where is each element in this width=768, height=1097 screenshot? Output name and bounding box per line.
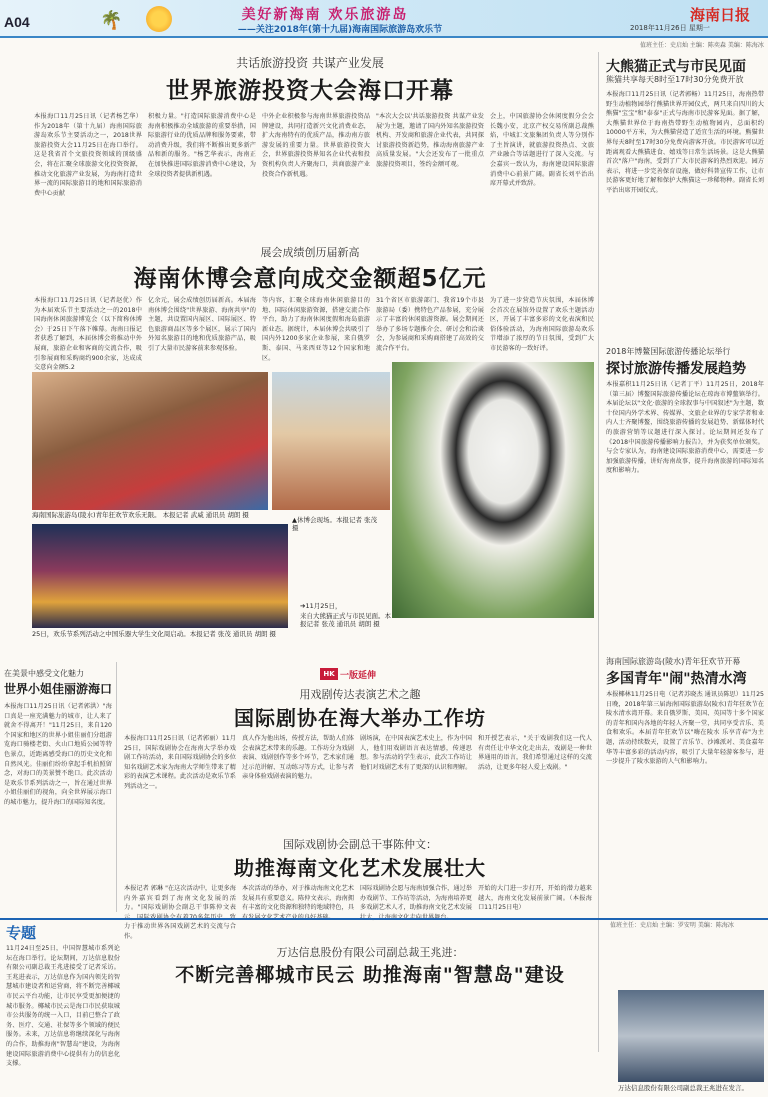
header-subslogan: ——关注2018年(第十九届)海南国际旅游岛欢乐节 xyxy=(237,25,443,35)
article-column: 国际戏剧协会愿与海南加强合作，通过举办戏剧节、工作坊等活动，为海南培养更多戏剧艺术人才，助推海南文化艺术发展 xyxy=(360,885,472,912)
article-headline: 世界旅游投资大会海口开幕 xyxy=(166,78,454,104)
sun-icon xyxy=(146,6,172,32)
article-kicker: 国际戏剧协会副总干事陈仲文： xyxy=(283,838,437,851)
article-column: 本次活动的举办，对于推动海南文化艺术发展具有重要意义。陈仲文表示，海南拥有丰富的文化资源和独特的地域特色，具 xyxy=(242,885,354,912)
sidebar-headline: 多国青年"闹"热清水湾 xyxy=(606,671,747,687)
article-column: 开始的大门进一步打开，开始的潜力越来越大，海南文化发展前景广阔。（本报海口11月25日电） xyxy=(478,885,592,912)
article-column: 本报海口11月25日讯（记者郭丽）11月25日，国际戏剧协会在海南大学举办戏剧工作坊活动，来自国际戏剧协会的多位知名戏剧艺术家为海南大学师生带来了精彩的表演艺术课程。此次活动是欢乐节系列活动之一。 xyxy=(124,735,236,790)
article-headline: 海南休博会意向成交金额超5亿元 xyxy=(133,266,487,292)
editor-credits: 值班主任：史启灿 主编：罗安明 美编：陈海冰 xyxy=(610,922,734,929)
article-column: 亿余元，展会成绩创历届新高。本届海南休博会围绕"世界旅游、海南共享"的主题，共设置国内展区、国际展区、特色旅游商品区等多个展区，展示了国内外知名旅游目的地和优质旅游产品，吸引了大量市民游客前来参观体验。 xyxy=(148,297,256,352)
article-column: 本报海口11月25日讯（记者赵优）作为本届欢乐节主要活动之一的2018中国海南休闲旅游博览会（以下简称休博会）于25日下午落下帷幕。海南日报记者获悉了解到，本届休博会将推动中外展商，旅游企业和客商的交流合作，吸引参展商和采购商约900余家，达成成交意向金额5.2 xyxy=(34,297,142,372)
photo-caption-date: ➔11月25日， xyxy=(300,602,342,610)
sidebar-headline: 探讨旅游传播发展趋势 xyxy=(606,361,746,377)
article-column: 11月24日至25日，中国智慧城市系列论坛在海口举行。论坛期间，万达信息股份有限公司副总裁王兆进接受了记者采访。王兆进表示，万达信息作为国内领先的智慧城市建设者和运营商，将不断完善椰城市民云平台功能，让市民享受更加便捷的城市服务。椰城市民云是海口市民获取城市公共服务的统一入口，目前已整合了政务、医疗、交通、社保等多个领域的便民服务。未来，万达信息将继续深化与海南的合作，助推海南"智慧岛"建设，为海南建设国际旅游消费中心提供有力的信息化支撑。 xyxy=(6,945,120,1068)
page-number: A04 xyxy=(4,14,30,30)
newspaper-logo: 海南日报 xyxy=(690,6,751,24)
section-tag-badge: HK xyxy=(320,668,338,680)
article-kicker: 用戏剧传达表演艺术之趣 xyxy=(299,688,421,701)
sidebar-body: 本报海口11月25日讯（记者郭畅）11月25日，海南热带野生动植物园举行熊猫世界开园仪式，两只来自四川的大熊猫"宝宝"和"泰泰"正式与海南市民游客见面。据了解，大熊猫世界位于海南热带野生动植物园内，总面积约10000平方米，为大熊猫营造了适宜生活的环境。熊猫世界每天8时至17时30分免费向游客开放。市民游客可以近距离观看大熊猫进食、嬉戏等日常生活场景。这是大熊猫首次"落户"海南，受到了广大市民游客的热烈欢迎。园方表示，将进一步完善保育设施，做好科普宣传工作，让市民游客更好地了解和保护大熊猫这一珍稀物种。副省长刘平治出席开园仪式。 xyxy=(606,91,764,194)
article-kicker: 共话旅游投资 共谋产业发展 xyxy=(236,56,384,70)
sidebar-body: 本报嘉积11月25日讯（记者丁平）11月25日，2018年（第三届）博鳌国际旅游传播论坛在琼海市博鳌镇举行。本届论坛以"文化·旅游的全球叙事与中国叙述"为主题，数十位国内外学术界、传媒界、文旅企业界的专家学者和业内人士齐聚博鳌，围绕旅游传播的发展趋势、新媒体时代的旅游营销等议题进行深入探讨。论坛期间还发布了《2018中国旅游传播影响力报告》，并为获奖单位颁奖。与会专家认为，海南建设国际旅游消费中心，需要进一步加强旅游传播，讲好海南故事，提升海南旅游的国际知名度和影响力。 xyxy=(606,381,764,475)
photo-caption: 来自大熊猫正式与市民见面。本报记者 张茂 通讯员 胡朗 摄 xyxy=(300,612,391,628)
article-column: 和开授艺表示，"关于戏剧我们这一代人有责任让中华文化走出去，戏剧是一种世界通用的语言，我们希望通过这样的交流活动，让更多年轻人爱上戏剧。" xyxy=(478,735,592,771)
section-tag-label: 一版延伸 xyxy=(340,671,377,681)
article-column: 真人作为他出场，传授方法，帮助人们体会表演艺术带来的乐趣。工作坊分为戏剧表演、戏剧创作等多个环节，艺术家们通过示范讲解、互动练习等方式，让参与者亲身体验戏剧表演的魅力。 xyxy=(242,735,354,781)
sidebar-kicker: 熊猫共享每天8时至17时30分免费开放 xyxy=(606,75,744,84)
article-column: 会上，中国旅游协会休闲度假分会会长魏小安，北京产权交易所副总裁熊焰，中城汇文旅集团负责人等分别作了主旨演讲，就旅游投资热点、文旅产业融合等话题进行了深入交流。与会嘉宾一致认为，海南建设国际旅游消费中心前景广阔。副省长刘平治出席开幕式并致辞。 xyxy=(490,113,594,188)
article-column: 积极力量。"打造国际旅游消费中心是海南积极推动全域旅游的重要举措，国际旅游行业的优质品牌和服务要素，带动消费升级，我们将不断推出更多新产品和新的服务。"杨艺华表示，海南正在加快推进国际旅游消费中心建设，为全球投资者提供新机遇。 xyxy=(148,113,256,178)
article-column: 本报海口11月25日讯（记者杨艺华）作为2018年（第十九届）海南国际旅游岛欢乐节主要活动之一，2018世界旅游投资大会11月25日在海口举行。这是我省首个文旅投资领域的顶级盛会，将在汇聚全球旅游文化投资资源，推动文化旅游产业发展，为海南打造世界一流的国际旅游目的地和国际旅游消费中心贡献 xyxy=(34,113,142,197)
article-column: 等内容，汇聚全球海南休闲旅游目的地、国际休闲旅游资源，搭建交流合作平台，助力了海南休闲度假和海岛旅游新业态。据统计，本届休博会共吸引了国内外1200多家企业参展，来自俄罗斯、泰国、马来西亚等12个国家和地区。 xyxy=(262,297,370,362)
expo-crowd-photo xyxy=(272,372,390,510)
article-column: 本报记者 郭琳 "在这次活动中，让更多海内外嘉宾看到了海南文化发展的活力。"国际戏剧协会副总干事陈仲文表 力于推动世界各国戏剧艺术的交流与合作。 xyxy=(124,885,236,940)
photo-caption: ▲休博会现场。本报记者 张茂 摄 xyxy=(292,516,378,532)
article-kicker: 万达信息股份有限公司副总裁王兆进： xyxy=(276,946,464,959)
brief-kicker: 在美景中感受文化魅力 xyxy=(4,669,84,678)
panda-photo xyxy=(392,362,594,618)
photo-caption: 万达信息股份有限公司副总裁王兆进在发言。 xyxy=(618,1084,748,1092)
sidebar-headline: 大熊猫正式与市民见面 xyxy=(606,59,746,75)
palm-tree-icon: 🌴 xyxy=(100,10,123,31)
column-divider xyxy=(116,662,117,912)
section-label: 专题 xyxy=(6,924,37,942)
column-divider xyxy=(598,52,599,1052)
article-column: 中外企业积极参与海南世界旅游投资品牌建设，共同打造新兴文化消费业态，扩大海南特有的优质产品，推动南方旅游发展的重要力量。世界旅游投资大会，世界旅游投资界知名企业代表和投资机构负责人齐聚海口，共商旅游产业投资合作新机遇。 xyxy=(262,113,370,178)
article-kicker: 展会成绩创历届新高 xyxy=(260,246,360,259)
sidebar-kicker: 海南国际旅游岛(陵水)青年狂欢节开幕 xyxy=(606,657,741,666)
photo-caption: 海南国际旅游岛(陵水)青年狂欢节欢乐无限。 本报记者 武威 通讯员 胡朗 摄 xyxy=(32,511,249,519)
speaker-photo xyxy=(618,990,764,1082)
editor-credits: 值班主任：史启灿 主编：陈奕森 美编：陈海冰 xyxy=(640,42,764,49)
brief-body: 本报海口11月25日讯（记者郭洪）"海口真是一座充满魅力的城市，让人来了就舍不得离开！"11月25日，来自120个国家和地区的世界小姐佳丽们分组游览海口骑楼老街、火山口地质公园等特色景点，近距离感受海口的历史文化和自然风光。佳丽们纷纷拿起手机拍照留念，对海口的美景赞不绝口。此次活动是欢乐节系列活动之一，旨在通过世界小姐佳丽们的视角，向全世界展示海口的城市魅力，提升海口的国际知名度。 xyxy=(4,703,112,806)
article-headline: 国际剧协在海大举办工作坊 xyxy=(234,706,486,730)
sidebar-body: 本报椰林11月25日电（记者苏晓杰 通讯员陈思）11月25日晚，2018年第三届海南国际旅游岛(陵水)青年狂欢节在陵水清水湾开幕。来自俄罗斯、美国、英国等十多个国家的青年和国内各地的年轻人齐聚一堂，共同享受音乐、美食和欢乐。本届青年狂欢节以"嗨在陵水 乐享青春"为主题，活动持续数天，设置了音乐节、沙滩派对、美食嘉年华等丰富多彩的活动内容，吸引了大量年轻游客参与，进一步提升了陵水旅游的人气和影响力。 xyxy=(606,691,764,766)
issue-date: 2018年11月26日 星期一 xyxy=(630,24,710,32)
dance-photo xyxy=(32,372,268,510)
article-column: 31个省区市旅游部门、我省19个市县旅游局（委）携特色产品参展，充分展示了丰富的休闲旅游资源。展会期间还举办了多场专题推介会、研讨会和洽谈会，为参展商和采购商搭建了高效的交流合作平台。 xyxy=(376,297,484,352)
stage-performance-photo xyxy=(32,524,288,628)
article-headline: 不断完善椰城市民云 助推海南"智慧岛"建设 xyxy=(175,964,565,986)
header-slogan: 美好新海南 欢乐旅游岛 xyxy=(241,7,409,23)
sidebar-kicker: 2018年博鳌国际旅游传播论坛举行 xyxy=(606,347,731,356)
article-column: 剧场演，在中国表演艺术史上，作为中国人，他们用戏剧语言表达情感，传递思想。参与活动的学生表示，此次工作坊让他们对戏剧艺术有了更深的认识和理解。 xyxy=(360,735,472,771)
article-column: 为了进一步营造节庆氛围，本届休博会首次在展馆外设置了欢乐主题活动区，开展了丰富多彩的文化表演和民俗体验活动，为海南国际旅游岛欢乐节增添了浓厚的节日氛围，受到广大市民游客的一致好评。 xyxy=(490,297,594,352)
brief-headline: 世界小姐佳丽游海口 xyxy=(4,682,113,696)
article-headline: 助推海南文化艺术发展壮大 xyxy=(234,856,486,880)
article-column: "本次大会以'共话旅游投资 共谋产业发展'为主题，邀请了国内外知名旅游投资机构、开发商和旅游企业代表，共同探讨旅游投资新趋势，推动海南旅游产业高质量发展。"大会还发布了一批重点旅游投资项目，签约金额可观。 xyxy=(376,113,484,168)
photo-caption: 25日，欢乐节系列活动之中国乐器大学生文化周启动。本报记者 张茂 通讯员 胡朗 摄 xyxy=(32,630,277,638)
